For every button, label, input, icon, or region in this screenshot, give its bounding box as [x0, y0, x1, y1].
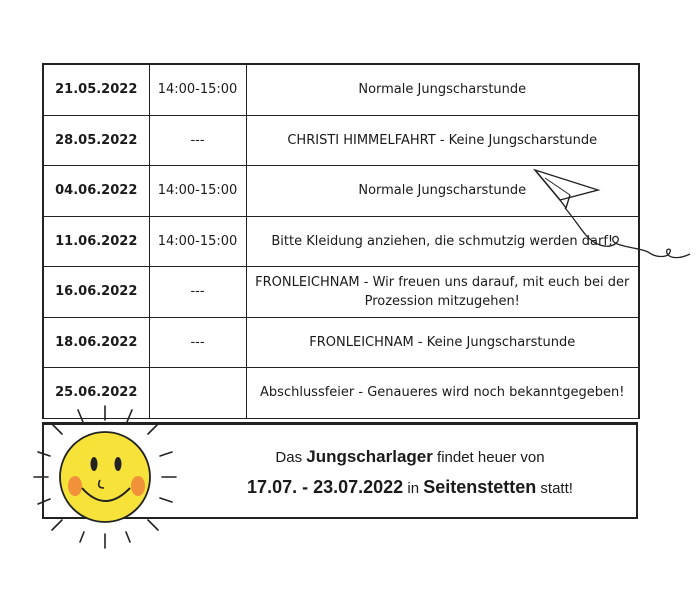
- schedule-note: FRONLEICHNAM - Wir freuen uns darauf, mit euch bei der Prozession mitzugehen!: [246, 267, 639, 318]
- schedule-date: 21.05.2022: [43, 64, 149, 115]
- schedule-row: [43, 64, 639, 115]
- schedule-note: Abschlussfeier - Genaueres wird noch bekanntgegeben!: [246, 368, 639, 419]
- schedule-date: 28.05.2022: [43, 115, 149, 166]
- schedule-time: ---: [149, 317, 246, 368]
- schedule-row: [43, 216, 639, 267]
- schedule-note: FRONLEICHNAM - Keine Jungscharstunde: [246, 317, 639, 368]
- schedule-date: 18.06.2022: [43, 317, 149, 368]
- notice-line-1: Das Jungscharlager findet heuer von: [275, 447, 545, 466]
- schedule-note: Normale Jungscharstunde: [246, 64, 639, 115]
- schedule-note: CHRISTI HIMMELFAHRT - Keine Jungscharstunde: [246, 115, 639, 166]
- schedule-note: Bitte Kleidung anziehen, die schmutzig werden darf!: [246, 216, 639, 267]
- schedule-date: 16.06.2022: [43, 267, 149, 318]
- schedule-date: 11.06.2022: [43, 216, 149, 267]
- schedule-time: ---: [149, 115, 246, 166]
- schedule-row: [43, 267, 639, 318]
- schedule-time: 14:00-15:00: [149, 64, 246, 115]
- schedule-table: [42, 63, 640, 419]
- sun-icon: [30, 402, 180, 552]
- notice-line-2: 17.07. - 23.07.2022 in Seitenstetten statt!: [247, 477, 573, 497]
- schedule-note: Normale Jungscharstunde: [246, 166, 639, 217]
- schedule-row: [43, 166, 639, 217]
- schedule-row: [43, 115, 639, 166]
- schedule-time: 14:00-15:00: [149, 216, 246, 267]
- schedule-row: [43, 317, 639, 368]
- schedule-time: 14:00-15:00: [149, 166, 246, 217]
- schedule-date: 25.06.2022: [43, 368, 149, 419]
- schedule-time: ---: [149, 267, 246, 318]
- schedule-date: 04.06.2022: [43, 166, 149, 217]
